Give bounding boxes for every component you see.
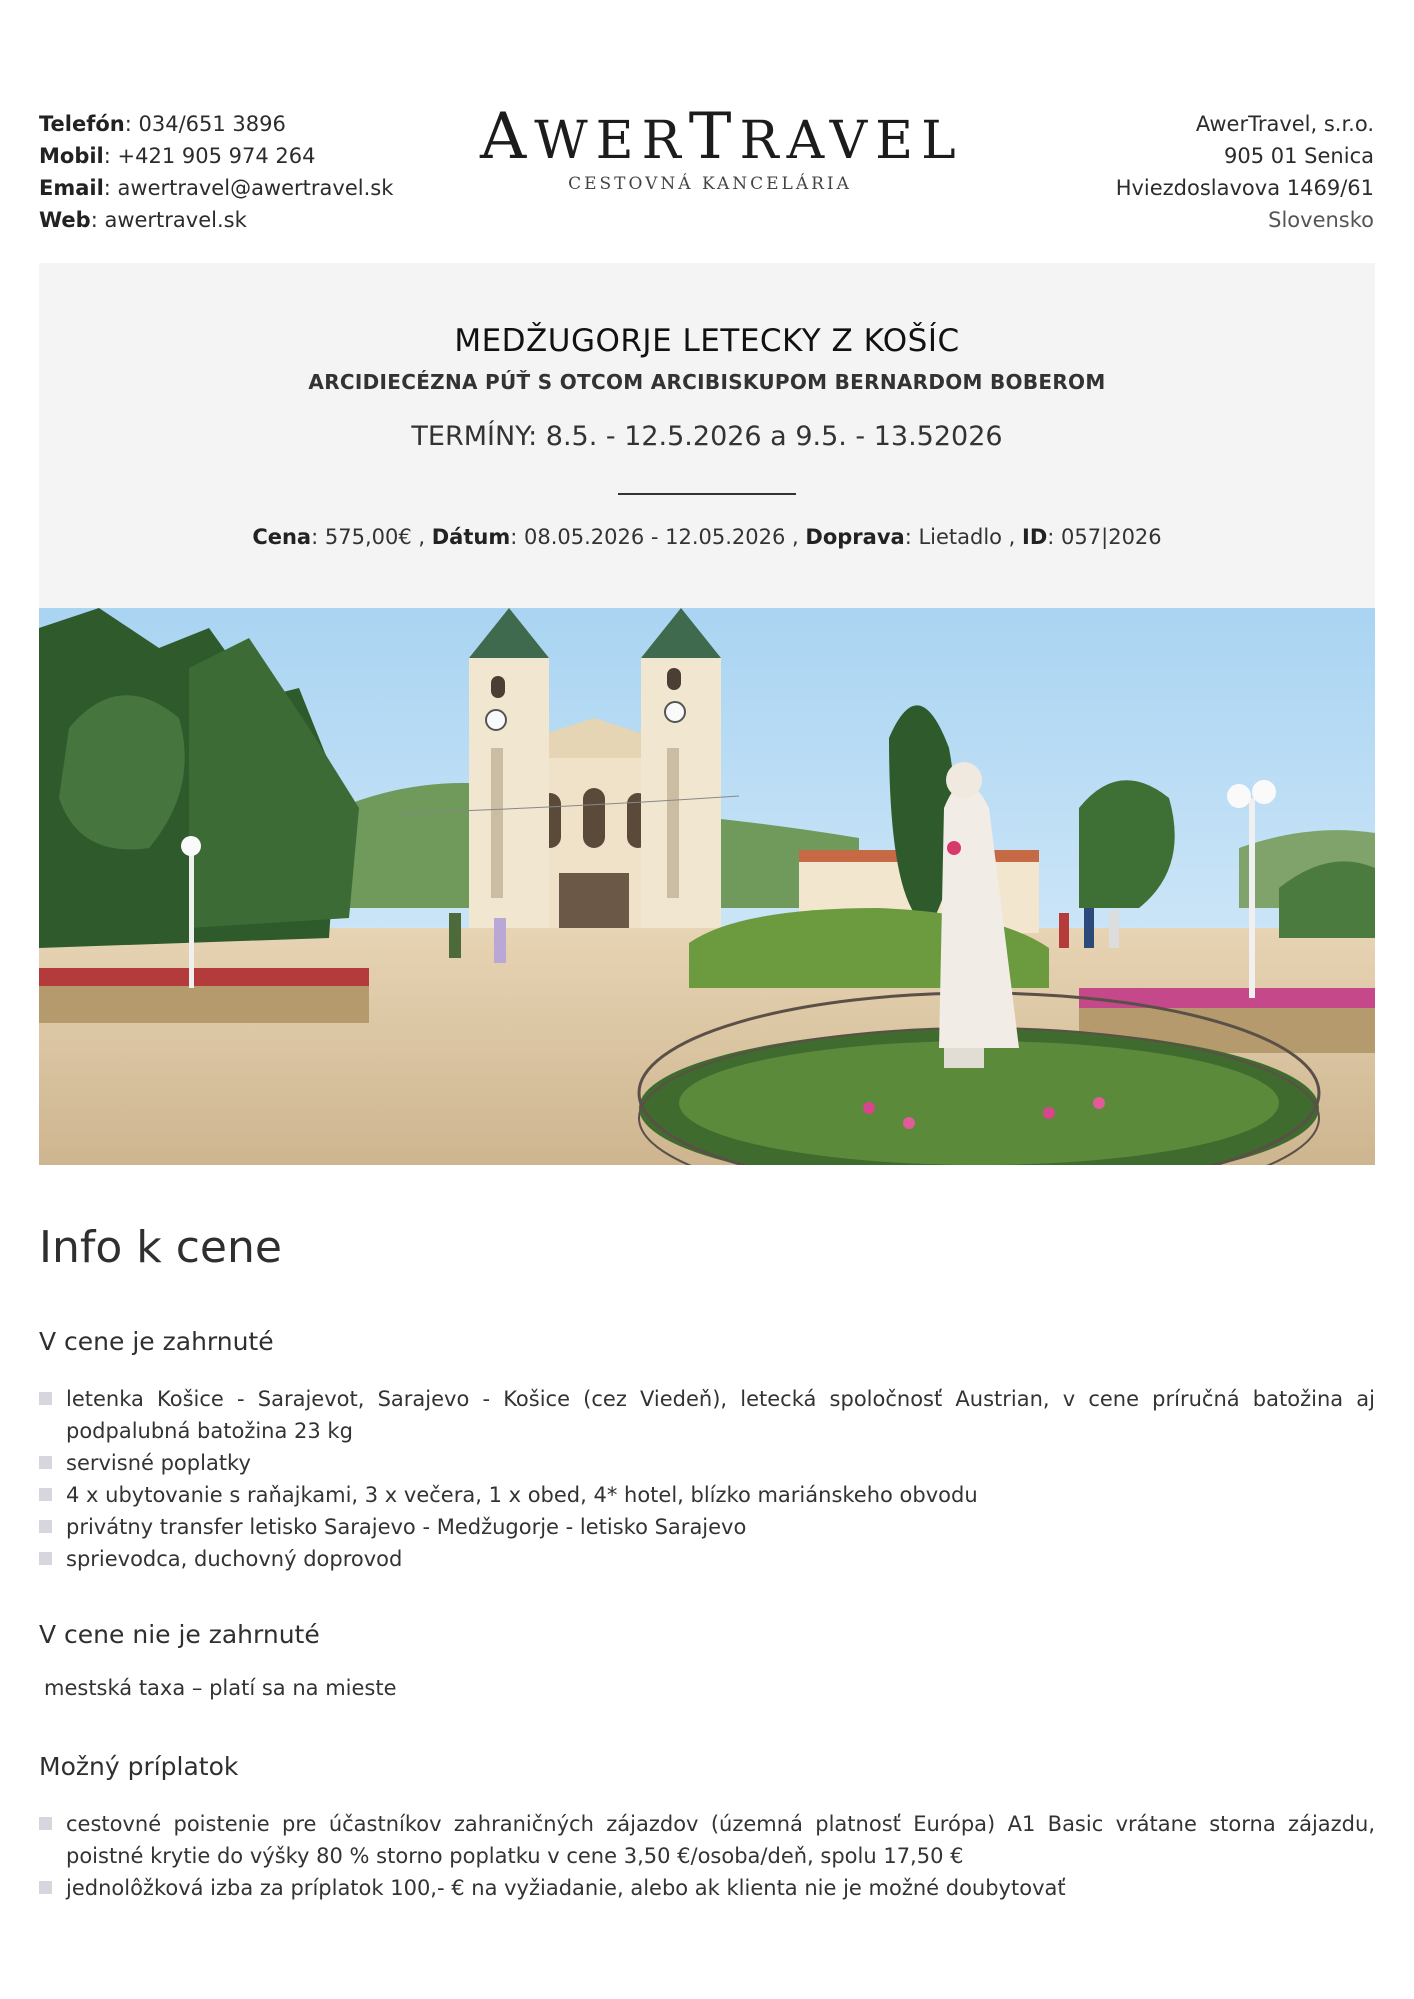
included-heading: V cene je zahrnuté <box>39 1327 274 1356</box>
address-block <box>1116 108 1374 236</box>
church-plaza-illustration <box>39 608 1375 1165</box>
contact-web[interactable]: Web: awertravel.sk <box>39 208 247 232</box>
id-label: ID <box>1022 525 1048 549</box>
trip-photo <box>39 608 1375 1165</box>
address-company: AwerTravel, s.r.o. <box>1195 112 1374 136</box>
trip-subtitle: ARCIDIECÉZNA PÚŤ S OTCOM ARCIBISKUPOM BERNARDOM BOBEROM <box>308 370 1106 394</box>
bullet-icon <box>39 1520 52 1533</box>
date-label: Dátum <box>431 525 511 549</box>
bullet-icon <box>39 1488 52 1501</box>
surcharge-heading: Možný príplatok <box>39 1752 239 1781</box>
list-item: privátny transfer letisko Sarajevo - Medžugorje - letisko Sarajevo <box>39 1511 1375 1543</box>
list-item: 4 x ubytovanie s raňajkami, 3 x večera, 1 x obed, 4* hotel, blízko mariánskeho obvodu <box>39 1479 1375 1511</box>
date-value: : 08.05.2026 - 12.05.2026 , <box>510 525 806 549</box>
bullet-icon <box>39 1881 52 1894</box>
id-value: : 057|2026 <box>1047 525 1162 549</box>
logo-subtitle: CESTOVNÁ KANCELÁRIA <box>568 174 852 194</box>
bullet-icon <box>39 1552 52 1565</box>
transport-value: : Lietadlo , <box>904 525 1023 549</box>
address-street: Hviezdoslavova 1469/61 <box>1115 176 1374 200</box>
not-included-text: mestská taxa – platí sa na mieste <box>44 1676 397 1700</box>
trip-title: MEDŽUGORJE LETECKY Z KOŠÍC <box>454 323 960 359</box>
list-item: sprievodca, duchovný doprovod <box>39 1543 1375 1575</box>
surcharge-list <box>39 1808 1375 1904</box>
not-included-heading: V cene nie je zahrnuté <box>39 1620 320 1649</box>
address-city: 905 01 Senica <box>1224 144 1374 168</box>
list-item: letenka Košice - Sarajevot, Sarajevo - Košice (cez Viedeň), letecká spoločnosť Austrian, v cene príručná batožina aj podpalubná batožina 23 kg <box>39 1383 1375 1447</box>
bullet-icon <box>39 1456 52 1469</box>
list-item: cestovné poistenie pre účastníkov zahraničných zájazdov (územná platnosť Európa) A1 Basic vrátane storna zájazdu, poistné krytie do výšky 80 % storno poplatku v cene 3,50 €/osoba/deň, spolu 17,50 € <box>39 1808 1375 1872</box>
company-logo <box>480 100 964 194</box>
bullet-icon <box>39 1392 52 1405</box>
price-value: : 575,00€ , <box>311 525 432 549</box>
address-country: Slovensko <box>1268 208 1374 232</box>
included-list <box>39 1383 1375 1575</box>
trip-summary-panel <box>39 263 1375 608</box>
list-item: jednolôžková izba za príplatok 100,- € na vyžiadanie, alebo ak klienta nie je možné doubytovať <box>39 1872 1375 1904</box>
contact-phone: Telefón: 034/651 3896 <box>39 112 286 136</box>
contact-mobile: Mobil: +421 905 974 264 <box>39 144 316 168</box>
trip-meta <box>39 525 1375 549</box>
logo-wordmark: AWERTRAVEL <box>480 100 964 174</box>
transport-label: Doprava <box>805 525 905 549</box>
list-item: servisné poplatky <box>39 1447 1375 1479</box>
contact-block <box>39 108 393 236</box>
divider <box>618 493 796 495</box>
trip-terms: TERMÍNY: 8.5. - 12.5.2026 a 9.5. - 13.52026 <box>411 421 1003 452</box>
contact-email[interactable]: Email: awertravel@awertravel.sk <box>39 176 394 200</box>
info-heading: Info k cene <box>39 1222 282 1273</box>
bullet-icon <box>39 1817 52 1830</box>
price-label: Cena <box>252 525 312 549</box>
